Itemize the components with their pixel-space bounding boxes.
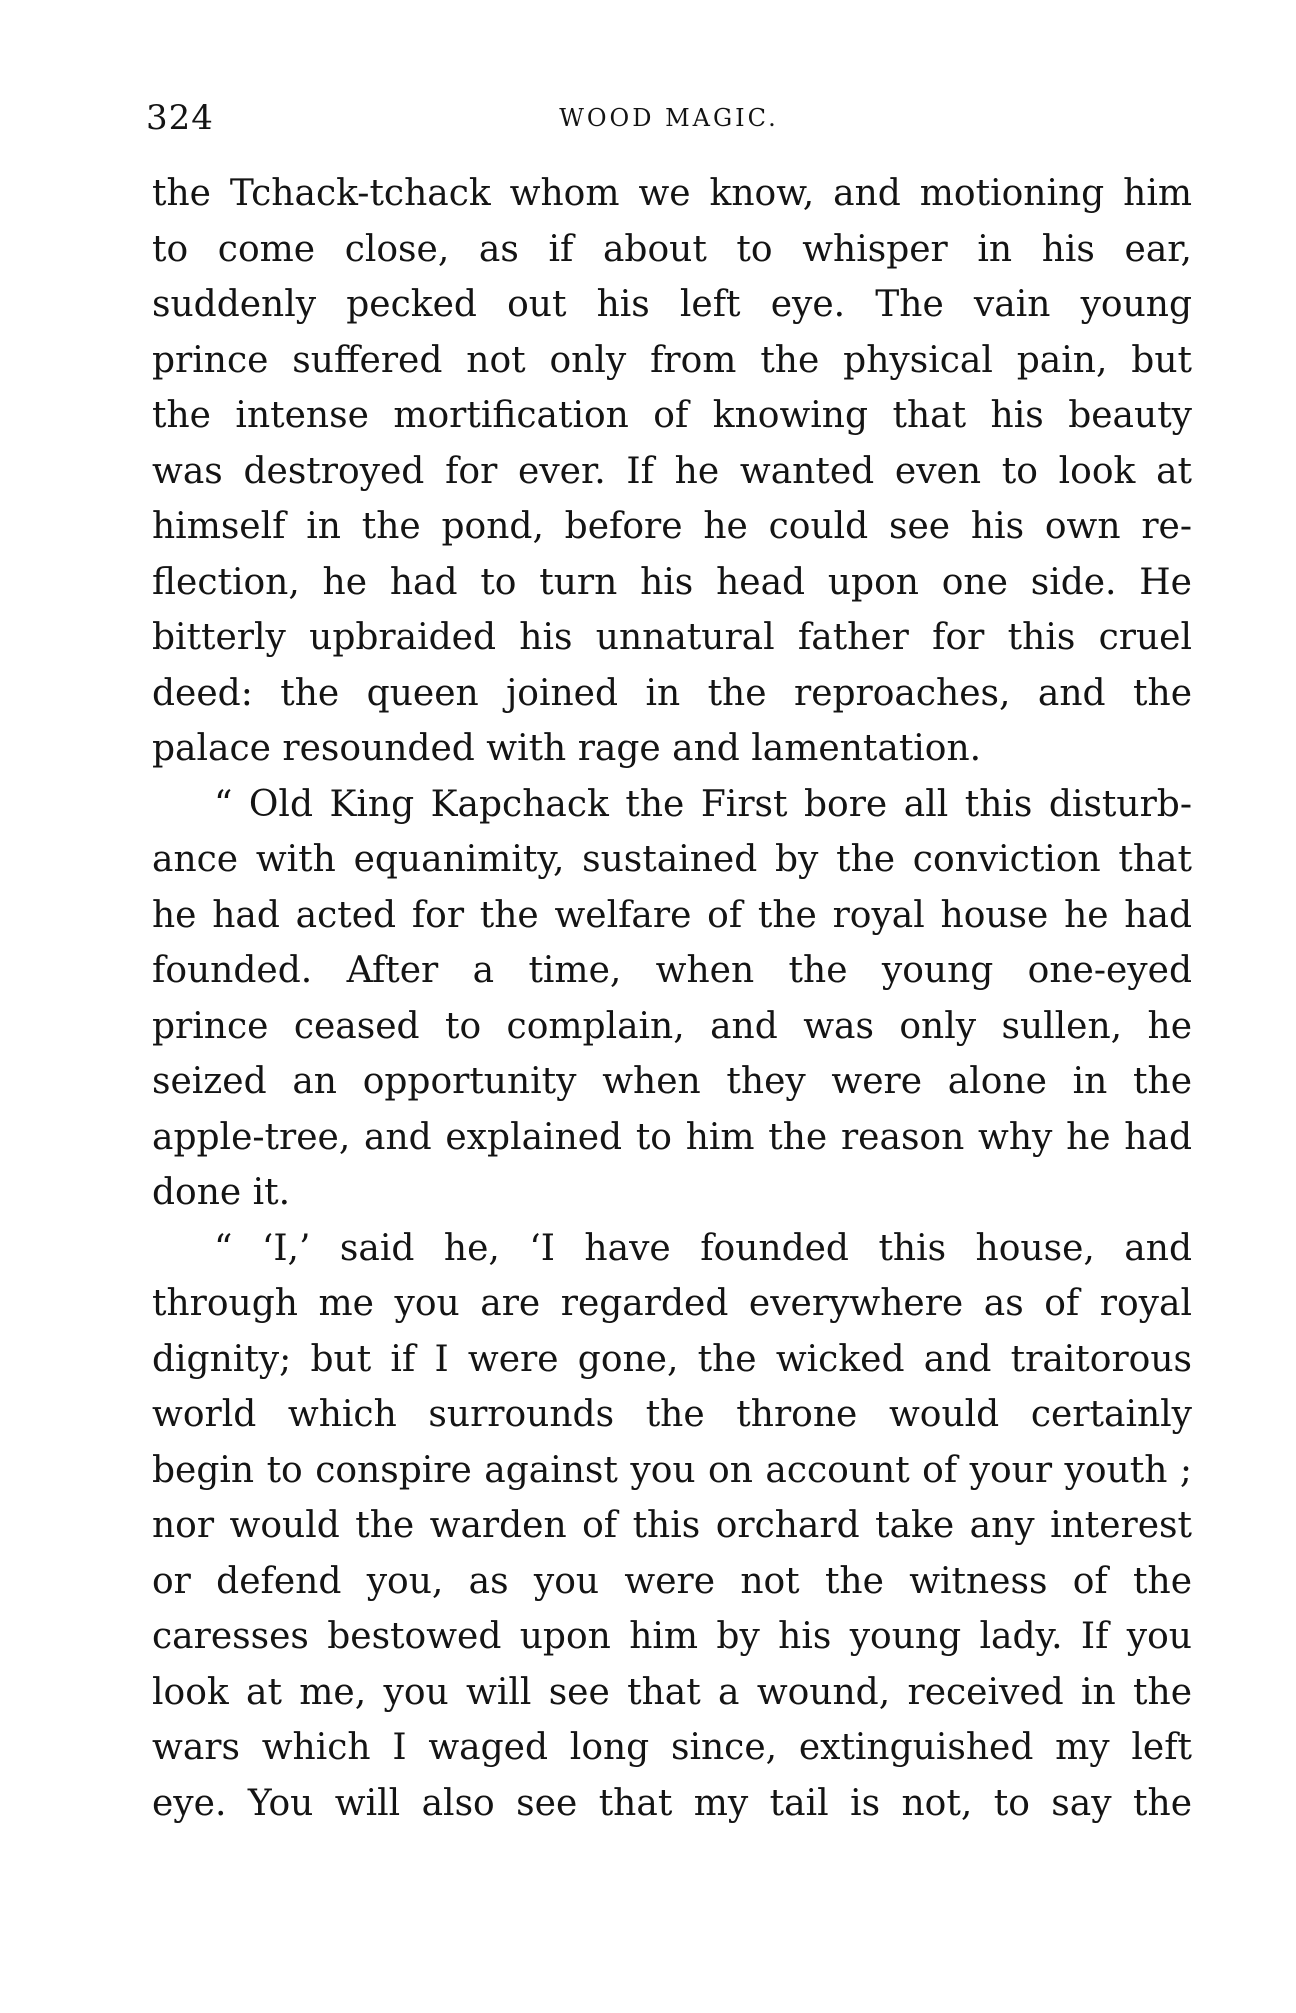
text-line: the intense mortification of knowing that his beauty <box>152 395 1192 436</box>
text-line: dignity; but if I were gone, the wicked and traitorous <box>152 1338 1192 1380</box>
text-line: the Tchack-tchack whom we know, and motioning him <box>152 173 1192 214</box>
text-line: caresses bestowed upon him by his young lady. If you <box>152 1616 1192 1657</box>
text-line: done it. <box>152 1172 291 1213</box>
text-line: bitterly upbraided his unnatural father for this cruel <box>152 617 1192 658</box>
text-line: or defend you, as you were not the witness of the <box>152 1560 1192 1602</box>
text-line: world which surrounds the throne would certainly <box>152 1394 1192 1435</box>
running-title: WOOD MAGIC. <box>559 104 779 132</box>
page-header <box>146 98 1192 148</box>
text-line: was destroyed for ever. If he wanted even to look at <box>152 450 1192 492</box>
text-line: look at me, you will see that a wound, received in the <box>152 1671 1192 1713</box>
page-number: 324 <box>146 98 214 138</box>
text-line: himself in the pond, before he could see his own re- <box>152 506 1192 547</box>
text-line: suddenly pecked out his left eye. The vain young <box>152 284 1192 325</box>
text-line: wars which I waged long since, extinguished my left <box>152 1727 1192 1768</box>
text-line: palace resounded with rage and lamentation. <box>152 728 982 769</box>
text-line: through me you are regarded everywhere as of royal <box>152 1283 1192 1324</box>
text-line: “ Old King Kapchack the First bore all this disturb- <box>214 783 1192 825</box>
text-line: nor would the warden of this orchard take any interest <box>152 1505 1192 1546</box>
text-line: “ ‘I,’ said he, ‘I have founded this house, and <box>214 1227 1192 1269</box>
text-line: eye. You will also see that my tail is not, to say the <box>152 1782 1192 1824</box>
text-line: ance with equanimity, sustained by the conviction that <box>152 839 1192 880</box>
text-line: deed: the queen joined in the reproaches, and the <box>152 672 1192 714</box>
text-line: prince ceased to complain, and was only sullen, he <box>152 1005 1192 1047</box>
text-line: flection, he had to turn his head upon one side. He <box>152 561 1192 603</box>
text-line: to come close, as if about to whisper in his ear, <box>152 228 1192 270</box>
text-line: prince suffered not only from the physical pain, but <box>152 339 1192 381</box>
body-text <box>152 166 1192 1831</box>
text-line: apple-tree, and explained to him the reason why he had <box>152 1116 1192 1158</box>
text-line: seized an opportunity when they were alone in the <box>152 1061 1192 1102</box>
text-line: he had acted for the welfare of the royal house he had <box>152 894 1192 936</box>
text-line: begin to conspire against you on account of your youth ; <box>152 1449 1192 1491</box>
text-line: founded. After a time, when the young one-eyed <box>152 950 1192 991</box>
